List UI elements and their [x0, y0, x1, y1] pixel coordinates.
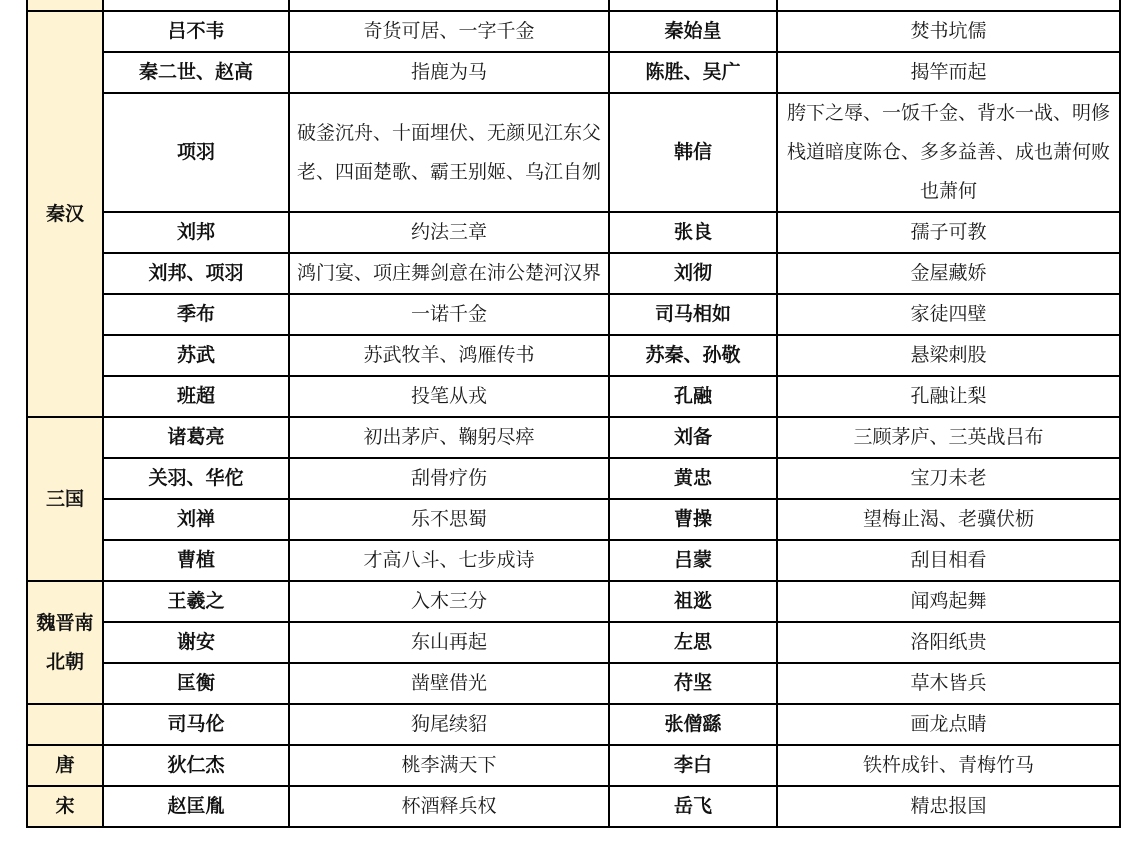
- idiom-cell: 破釜沉舟、十面埋伏、无颜见江东父老、四面楚歌、霸王别姬、乌江自刎: [289, 93, 609, 212]
- table-row: [27, 540, 1120, 581]
- idiom-cell: 东山再起: [289, 622, 609, 663]
- person-cell: 刘备: [609, 417, 777, 458]
- idiom-cell: [289, 0, 609, 11]
- idiom-cell: 入木三分: [289, 581, 609, 622]
- idiom-cell: 乐不思蜀: [289, 499, 609, 540]
- person-cell: 左思: [609, 622, 777, 663]
- person-cell: 班超: [103, 376, 289, 417]
- idiom-cell: 孺子可教: [777, 212, 1120, 253]
- person-cell: 秦二世、赵高: [103, 52, 289, 93]
- idiom-cell: 洛阳纸贵: [777, 622, 1120, 663]
- idiom-cell: 悬梁刺股: [777, 335, 1120, 376]
- table-row: [27, 499, 1120, 540]
- idiom-cell: 桃李满天下: [289, 745, 609, 786]
- idiom-cell: 焚书坑儒: [777, 11, 1120, 52]
- idiom-cell: 胯下之辱、一饭千金、背水一战、明修栈道暗度陈仓、多多益善、成也萧何败也萧何: [777, 93, 1120, 212]
- table-row: [27, 458, 1120, 499]
- idiom-cell: 狗尾续貂: [289, 704, 609, 745]
- table-row: [27, 0, 1120, 11]
- idiom-cell: 望梅止渴、老骥伏枥: [777, 499, 1120, 540]
- era-cell: [27, 0, 103, 11]
- person-cell: 刘邦、项羽: [103, 253, 289, 294]
- table-row: [27, 294, 1120, 335]
- idiom-cell: 刮目相看: [777, 540, 1120, 581]
- person-cell: 吕蒙: [609, 540, 777, 581]
- person-cell: 狄仁杰: [103, 745, 289, 786]
- table-row: [27, 52, 1120, 93]
- era-cell: 魏晋南北朝: [27, 581, 103, 704]
- person-cell: 岳飞: [609, 786, 777, 827]
- person-cell: 刘彻: [609, 253, 777, 294]
- idiom-cell: 才高八斗、七步成诗: [289, 540, 609, 581]
- person-cell: 孔融: [609, 376, 777, 417]
- idiom-cell: 草木皆兵: [777, 663, 1120, 704]
- idiom-cell: 凿壁借光: [289, 663, 609, 704]
- person-cell: 张良: [609, 212, 777, 253]
- person-cell: 黄忠: [609, 458, 777, 499]
- person-cell: 王羲之: [103, 581, 289, 622]
- idiom-cell: 家徒四壁: [777, 294, 1120, 335]
- idiom-cell: 指鹿为马: [289, 52, 609, 93]
- table-row: [27, 704, 1120, 745]
- person-cell: 谢安: [103, 622, 289, 663]
- person-cell: 司马相如: [609, 294, 777, 335]
- person-cell: 祖逖: [609, 581, 777, 622]
- idiom-table-page: [26, 0, 1119, 828]
- person-cell: 李白: [609, 745, 777, 786]
- person-cell: 曹植: [103, 540, 289, 581]
- person-cell: [609, 0, 777, 11]
- person-cell: 匡衡: [103, 663, 289, 704]
- idiom-cell: 精忠报国: [777, 786, 1120, 827]
- table-row: [27, 745, 1120, 786]
- idiom-cell: 投笔从戎: [289, 376, 609, 417]
- person-cell: 苏武: [103, 335, 289, 376]
- person-cell: 曹操: [609, 499, 777, 540]
- person-cell: 苻坚: [609, 663, 777, 704]
- idiom-cell: 苏武牧羊、鸿雁传书: [289, 335, 609, 376]
- idiom-cell: 三顾茅庐、三英战吕布: [777, 417, 1120, 458]
- table-row: [27, 663, 1120, 704]
- idiom-cell: 金屋藏娇: [777, 253, 1120, 294]
- idiom-cell: 初出茅庐、鞠躬尽瘁: [289, 417, 609, 458]
- era-cell: 宋: [27, 786, 103, 827]
- table-row: [27, 786, 1120, 827]
- person-cell: 刘禅: [103, 499, 289, 540]
- table-row: [27, 622, 1120, 663]
- idiom-cell: [777, 0, 1120, 11]
- idiom-cell: 铁杵成针、青梅竹马: [777, 745, 1120, 786]
- table-row: [27, 212, 1120, 253]
- idiom-cell: 杯酒释兵权: [289, 786, 609, 827]
- person-cell: 刘邦: [103, 212, 289, 253]
- era-cell: 秦汉: [27, 11, 103, 417]
- person-cell: 赵匡胤: [103, 786, 289, 827]
- era-cell: [27, 704, 103, 745]
- person-cell: 张僧繇: [609, 704, 777, 745]
- idiom-cell: 一诺千金: [289, 294, 609, 335]
- idiom-cell: 鸿门宴、项庄舞剑意在沛公楚河汉界: [289, 253, 609, 294]
- idiom-table: [26, 0, 1121, 828]
- idiom-cell: 画龙点睛: [777, 704, 1120, 745]
- idiom-cell: 揭竿而起: [777, 52, 1120, 93]
- person-cell: 项羽: [103, 93, 289, 212]
- person-cell: 吕不韦: [103, 11, 289, 52]
- table-row: [27, 335, 1120, 376]
- idiom-cell: 闻鸡起舞: [777, 581, 1120, 622]
- table-row: [27, 417, 1120, 458]
- person-cell: 司马伦: [103, 704, 289, 745]
- table-row: [27, 11, 1120, 52]
- idiom-cell: 约法三章: [289, 212, 609, 253]
- idiom-cell: 奇货可居、一字千金: [289, 11, 609, 52]
- idiom-cell: 孔融让梨: [777, 376, 1120, 417]
- person-cell: 诸葛亮: [103, 417, 289, 458]
- table-row: [27, 581, 1120, 622]
- person-cell: 关羽、华佗: [103, 458, 289, 499]
- table-row: [27, 93, 1120, 212]
- person-cell: 苏秦、孙敬: [609, 335, 777, 376]
- era-cell: 唐: [27, 745, 103, 786]
- person-cell: 秦始皇: [609, 11, 777, 52]
- person-cell: 韩信: [609, 93, 777, 212]
- table-row: [27, 376, 1120, 417]
- person-cell: 季布: [103, 294, 289, 335]
- idiom-cell: 刮骨疗伤: [289, 458, 609, 499]
- table-row: [27, 253, 1120, 294]
- person-cell: [103, 0, 289, 11]
- person-cell: 陈胜、吴广: [609, 52, 777, 93]
- idiom-cell: 宝刀未老: [777, 458, 1120, 499]
- era-cell: 三国: [27, 417, 103, 581]
